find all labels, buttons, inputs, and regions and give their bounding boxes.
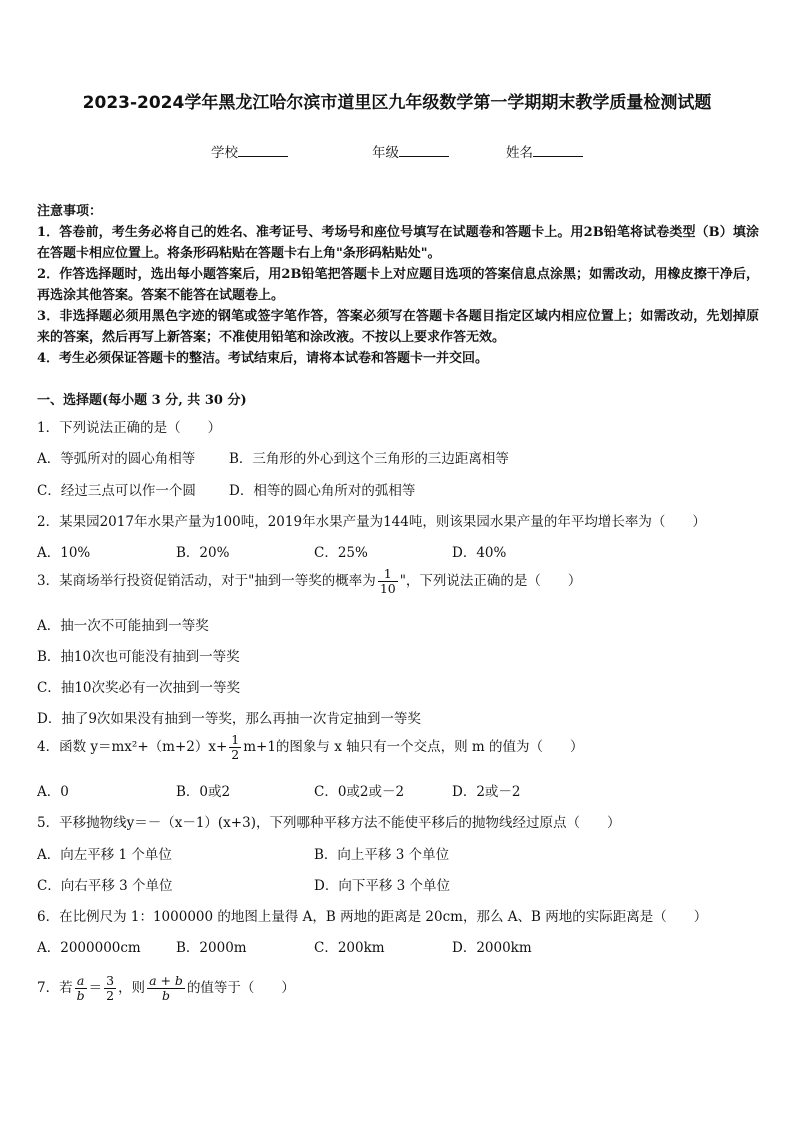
q5-option-c: C．向右平移 3 个单位 bbox=[37, 878, 173, 894]
q7-fraction-3-over-2 bbox=[104, 974, 116, 1003]
q3-option-c: C．抽10次奖必有一次抽到一等奖 bbox=[37, 680, 241, 696]
q3-frac-num: 1 bbox=[378, 567, 398, 582]
q7-f1-num: a bbox=[75, 974, 87, 989]
notice-item-2: 2．作答选择题时，选出每小题答案后，用2B铅笔把答题卡上对应题目选项的答案信息点涂黑；如需改动，用橡皮擦干净后，再选涂其他答案。答案不能答在试题卷上。 bbox=[37, 267, 759, 303]
q1-option-c: C．经过三点可以作一个圆 bbox=[37, 483, 196, 499]
q4-stem-post: m+1的图象与 x 轴只有一个交点，则 m 的值为（ ） bbox=[243, 739, 584, 755]
q4-frac-num: 1 bbox=[231, 732, 240, 747]
q4-option-c: C．0或2或－2 bbox=[314, 784, 405, 800]
q1-option-a: A．等弧所对的圆心角相等 bbox=[37, 451, 196, 467]
notice-block bbox=[37, 201, 759, 369]
exam-title: 2023-2024学年黑龙江哈尔滨市道里区九年级数学第一学期期末教学质量检测试题 bbox=[82, 93, 712, 113]
q6-option-c: C．200km bbox=[314, 940, 385, 956]
q7-equals: ＝ bbox=[88, 980, 103, 996]
q3-option-d: D．抽了9次如果没有抽到一等奖，那么再抽一次肯定抽到一等奖 bbox=[37, 711, 421, 727]
q2-option-d: D．40% bbox=[452, 545, 507, 561]
name-blank[interactable] bbox=[533, 144, 583, 157]
q5-option-a: A．向左平移 1 个单位 bbox=[37, 847, 172, 863]
q6-option-a: A．2000000cm bbox=[37, 940, 141, 956]
question-6-stem: 6．在比例尺为 1：1000000 的地图上量得 A，B 两地的距离是 20cm，那么 A、B 两地的实际距离是（ ） bbox=[37, 909, 708, 925]
q2-option-b: B．20% bbox=[176, 545, 230, 561]
grade-label: 年级 bbox=[372, 145, 399, 161]
q4-option-d: D．2或－2 bbox=[452, 784, 521, 800]
q3-stem-pre: 3．某商场举行投资促销活动，对于"抽到一等奖的概率为 bbox=[37, 573, 376, 589]
q7-f2-num: 3 bbox=[106, 973, 115, 988]
section-heading-choice: 一、选择题(每小题 3 分, 共 30 分) bbox=[37, 393, 247, 408]
q7-f1-den: b bbox=[76, 988, 85, 1003]
q4-fraction bbox=[229, 733, 241, 762]
q4-stem-pre: 4．函数 y＝mx²+（m+2）x+ bbox=[37, 739, 228, 755]
q3-stem-post: "，下列说法正确的是（ ） bbox=[399, 573, 582, 589]
q6-option-d: D．2000km bbox=[452, 940, 532, 956]
q5-option-d: D．向下平移 3 个单位 bbox=[314, 878, 450, 894]
q4-frac-den: 2 bbox=[231, 747, 240, 762]
school-field[interactable] bbox=[211, 141, 288, 161]
q7-mid: ，则 bbox=[118, 980, 146, 996]
question-1-stem: 1．下列说法正确的是（ ） bbox=[37, 420, 222, 436]
question-4-stem bbox=[37, 733, 584, 762]
q3-frac-den: 10 bbox=[379, 581, 396, 596]
notice-item-3: 3．非选择题必须用黑色字迹的钢笔或签字笔作答，答案必须写在答题卡各题目指定区域内相应位置上；如需改动，先划掉原来的答案，然后再写上新答案；不准使用铅笔和涂改液。不按以上要求作答无效。 bbox=[37, 309, 759, 345]
school-blank[interactable] bbox=[238, 144, 288, 157]
q4-option-a: A．0 bbox=[37, 784, 69, 800]
name-field[interactable] bbox=[506, 141, 583, 161]
q2-option-c: C．25% bbox=[314, 545, 368, 561]
notice-item-4: 4．考生必须保证答题卡的整洁。考试结束后，请将本试卷和答题卡一并交回。 bbox=[37, 351, 489, 366]
q1-option-b: B．三角形的外心到这个三角形的三边距离相等 bbox=[229, 451, 509, 467]
q7-f2-den: 2 bbox=[106, 988, 115, 1003]
q7-fraction-a-over-b bbox=[75, 974, 87, 1003]
q3-option-b: B．抽10次也可能没有抽到一等奖 bbox=[37, 649, 240, 665]
q6-option-b: B．2000m bbox=[176, 940, 247, 956]
question-5-stem: 5．平移抛物线y＝－（x－1）(x+3)，下列哪种平移方法不能使平移后的抛物线经过原点（ ） bbox=[37, 815, 621, 831]
notice-heading: 注意事项： bbox=[37, 204, 103, 219]
school-label: 学校 bbox=[211, 145, 238, 161]
q5-option-b: B．向上平移 3 个单位 bbox=[314, 847, 450, 863]
q4-option-b: B．0或2 bbox=[176, 784, 231, 800]
q7-suffix: 的值等于（ ） bbox=[186, 980, 295, 996]
grade-blank[interactable] bbox=[399, 144, 449, 157]
question-3-stem bbox=[37, 567, 581, 596]
grade-field[interactable] bbox=[372, 141, 449, 161]
q3-option-a: A．抽一次不可能抽到一等奖 bbox=[37, 618, 209, 634]
q2-option-a: A．10% bbox=[37, 545, 91, 561]
q7-f3-den: b bbox=[161, 988, 170, 1003]
q3-fraction bbox=[378, 567, 398, 596]
name-label: 姓名 bbox=[506, 145, 533, 161]
question-7-stem bbox=[37, 974, 295, 1003]
question-2-stem: 2．某果园2017年水果产量为100吨，2019年水果产量为144吨，则该果园水果产量的年平均增长率为（ ） bbox=[37, 514, 706, 530]
q1-option-d: D．相等的圆心角所对的弧相等 bbox=[229, 483, 416, 499]
notice-item-1: 1．答卷前，考生务必将自己的姓名、准考证号、考场号和座位号填写在试题卷和答题卡上。用2B铅笔将试卷类型（B）填涂在答题卡相应位置上。将条形码粘贴在答题卡右上角"条形码粘贴处"。 bbox=[37, 225, 759, 261]
q7-fraction-apb-over-b bbox=[147, 974, 185, 1003]
q7-f3-num: a + b bbox=[149, 973, 183, 988]
q7-prefix: 7．若 bbox=[37, 980, 73, 996]
